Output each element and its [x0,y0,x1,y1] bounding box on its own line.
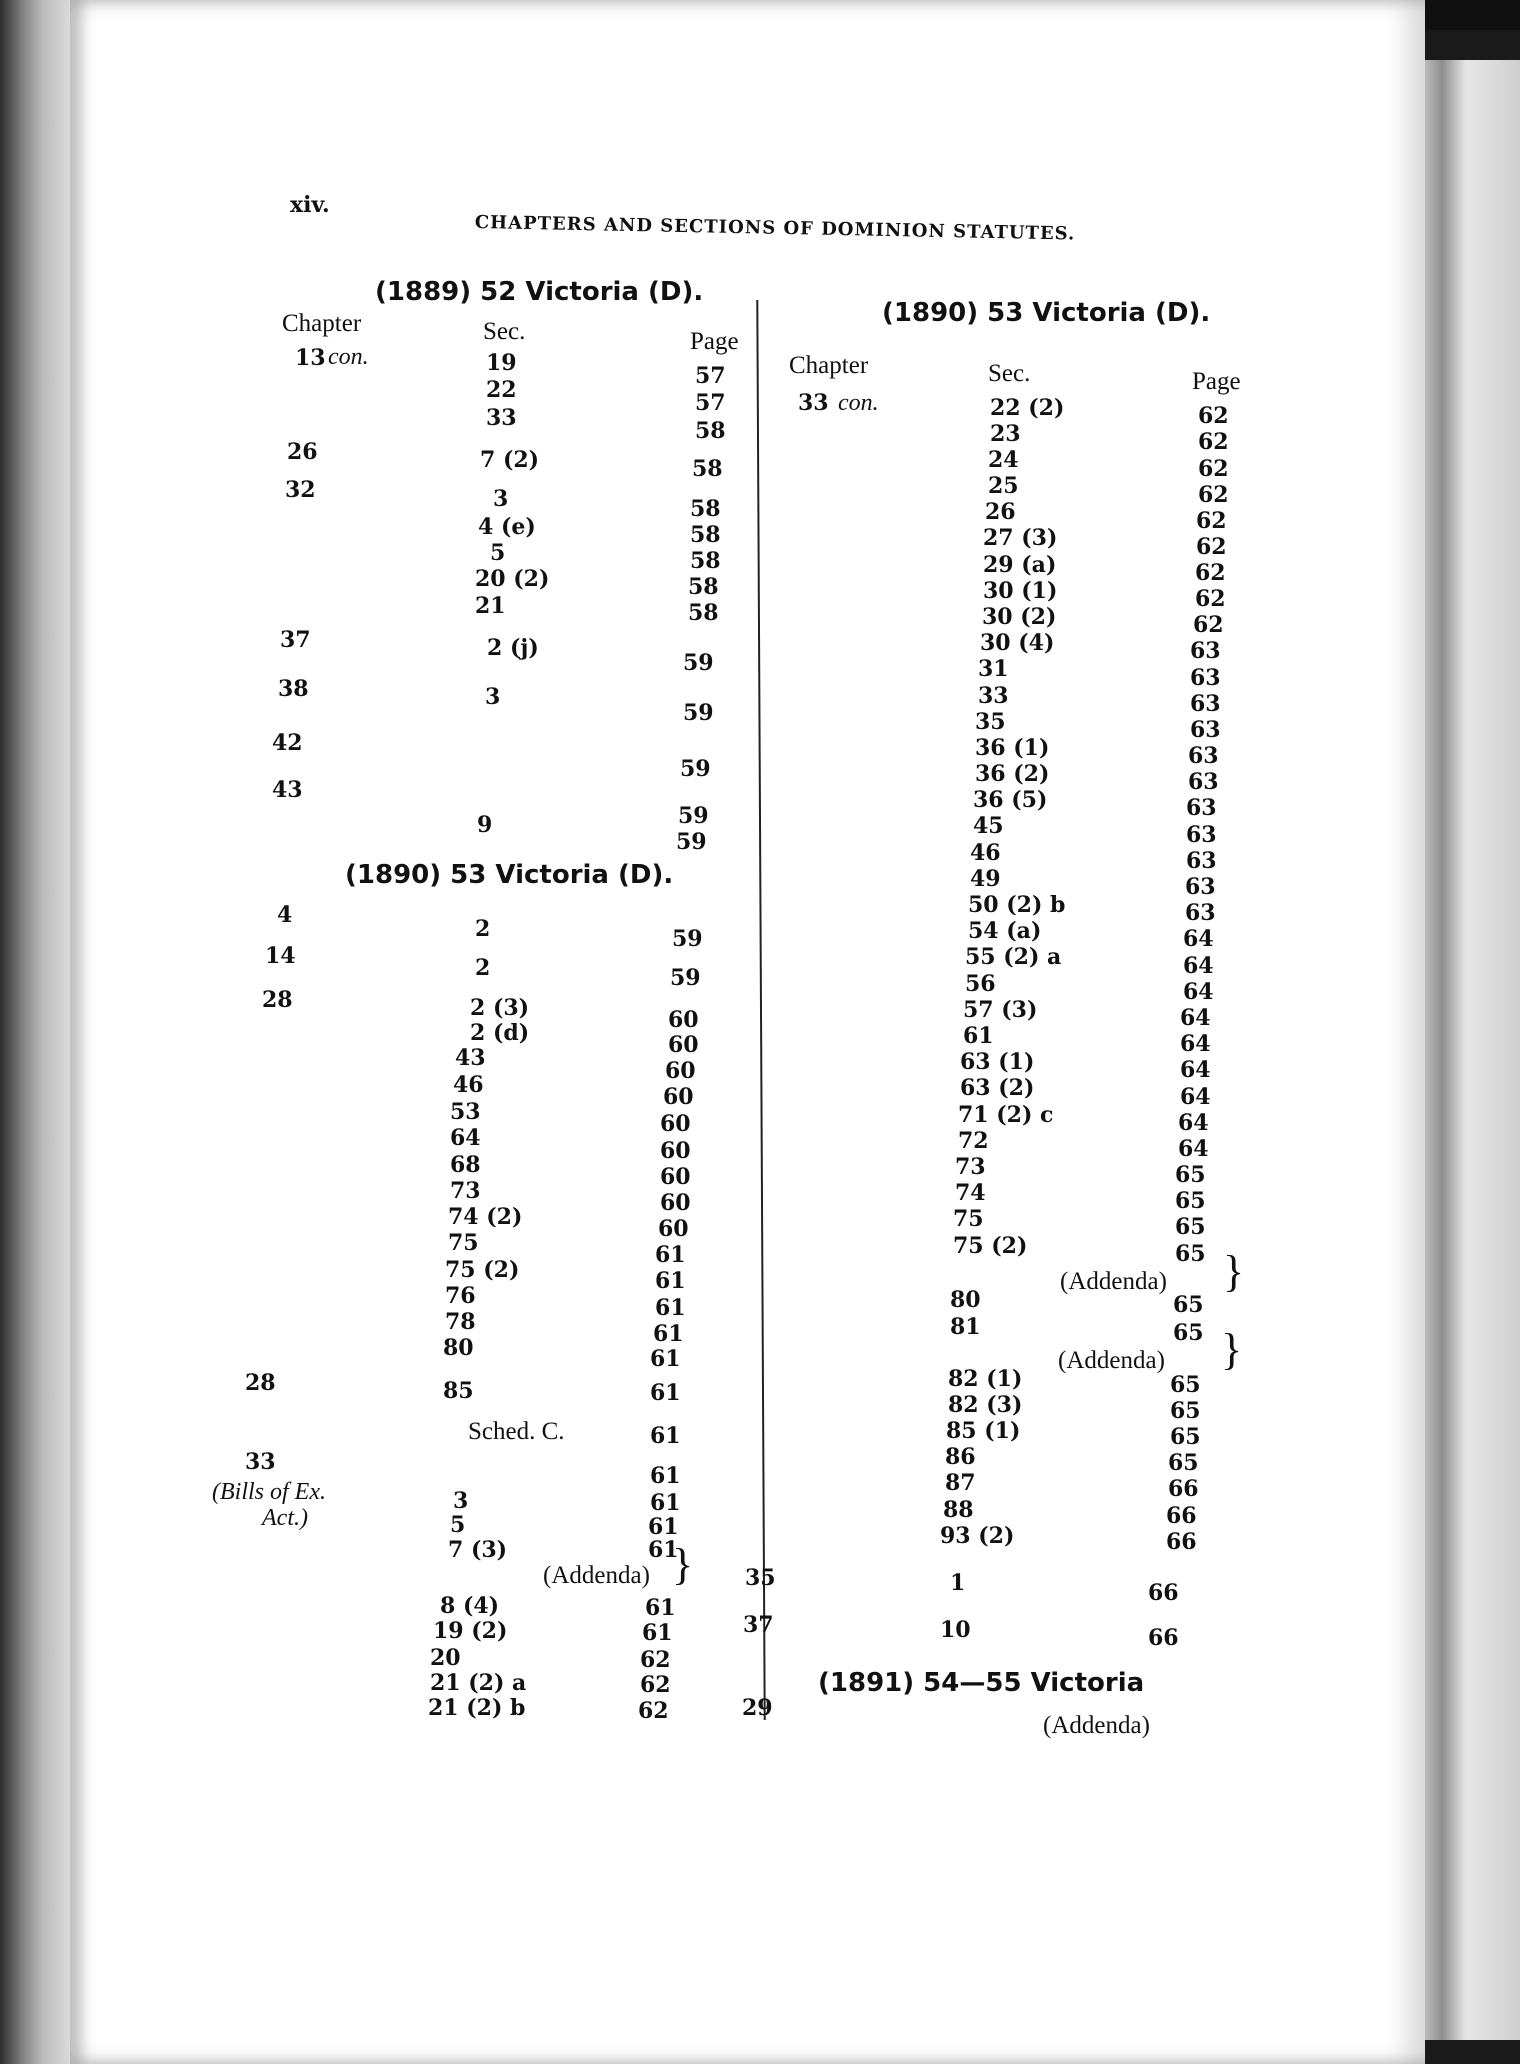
continued-label: con. [838,390,879,416]
page-number-cell: 63 [1185,874,1216,900]
page-number-cell: 59 [670,965,701,991]
addenda-note: (Addenda) [1058,1347,1165,1374]
section-number: 4 (e) [478,514,536,540]
section-number: 54 (a) [968,918,1042,944]
page-number-cell: 60 [660,1111,691,1137]
section-number: 85 (1) [946,1418,1021,1444]
section-number: 22 (2) [990,395,1065,421]
page-number-cell: 64 [1178,1110,1209,1136]
chapter-note: Act.) [262,1505,308,1531]
brace-glyph: } [1223,1247,1245,1296]
page-number-cell: 63 [1190,717,1221,743]
section-number: 22 [486,377,517,403]
page-number-cell: 59 [683,700,714,726]
addenda-note: (Addenda) [1043,1712,1150,1739]
section-number: 5 [450,1512,466,1538]
section-number: 93 (2) [940,1523,1015,1549]
section-number: 63 (1) [960,1049,1035,1075]
chapter-number: 35 [745,1565,776,1591]
column-header-section: Sec. [483,318,526,345]
chapter-number: 43 [272,777,303,803]
column-header-page: Page [1192,368,1241,395]
page-number-cell: 64 [1178,1136,1209,1162]
page-number-cell: 64 [1180,1057,1211,1083]
page-number-cell: 60 [668,1007,699,1033]
chapter-number: 38 [278,676,309,702]
section-number: 7 (3) [448,1537,508,1563]
section-number: 36 (5) [973,787,1048,813]
section-number: 21 [475,593,506,619]
page-number-cell: 66 [1168,1476,1199,1502]
page-number-cell: 65 [1173,1320,1204,1346]
page-number-cell: 64 [1183,926,1214,952]
page-number-cell: 60 [660,1164,691,1190]
section-number: 9 [477,812,493,838]
page-number-cell: 62 [1196,508,1227,534]
page-number-cell: 59 [680,756,711,782]
page-number-cell: 57 [695,390,726,416]
continued-label: con. [328,344,369,370]
book-page [70,0,1425,2064]
page-number-cell: 63 [1190,665,1221,691]
page-number-cell: 65 [1175,1241,1206,1267]
page-number-cell: 64 [1180,1005,1211,1031]
page-number-cell: 61 [655,1295,686,1321]
page-number-cell: 65 [1173,1292,1204,1318]
page-number-cell: 61 [645,1595,676,1621]
brace-glyph: } [672,1540,694,1589]
section-number: 74 [955,1180,986,1206]
section-number: 85 [443,1378,474,1404]
section-number: 31 [978,656,1009,682]
section-number: 33 [978,683,1009,709]
section-number: 45 [973,813,1004,839]
page-number-cell: 65 [1175,1214,1206,1240]
section-number: 2 (j) [487,635,539,661]
section-number: 10 [940,1617,971,1643]
section-number: 49 [970,866,1001,892]
section-number: 82 (1) [948,1366,1023,1392]
chapter-number: 13 [295,345,326,371]
page-number-cell: 62 [1198,456,1229,482]
section-number: 5 [490,540,506,566]
section-number: 19 (2) [433,1618,508,1644]
section-number: 56 [965,971,996,997]
section-number: 7 (2) [480,447,540,473]
section-number: 73 [450,1178,481,1204]
page-number-cell: 62 [1198,482,1229,508]
section-number: 86 [945,1444,976,1470]
section-number: 80 [443,1335,474,1361]
section-number: 46 [453,1072,484,1098]
section-number: 21 (2) a [430,1670,527,1696]
page-number-cell: 60 [660,1138,691,1164]
section-heading: (1889) 52 Victoria (D). [375,277,704,307]
section-number: 53 [450,1099,481,1125]
page-number-cell: 62 [1195,560,1226,586]
page-number-cell: 62 [640,1672,671,1698]
section-number: 30 (4) [980,630,1055,656]
page-number-cell: 66 [1166,1503,1197,1529]
chapter-number: 37 [743,1612,774,1638]
page-number-cell: 61 [650,1346,681,1372]
chapter-number: 28 [245,1370,276,1396]
page-number-cell: 59 [676,829,707,855]
section-heading: (1891) 54—55 Victoria [818,1668,1145,1698]
section-number: 63 (2) [960,1075,1035,1101]
section-number: 27 (3) [983,525,1058,551]
section-number: 75 [448,1230,479,1256]
page-number-cell: 60 [660,1190,691,1216]
page-number: xiv. [290,192,330,218]
section-number: 71 (2) c [958,1102,1054,1128]
page-number-cell: 61 [650,1463,681,1489]
page-number-cell: 60 [663,1084,694,1110]
page-number-cell: 58 [688,600,719,626]
page-number-cell: 58 [692,456,723,482]
page-number-cell: 61 [642,1620,673,1646]
addenda-note: (Addenda) [1060,1268,1167,1295]
section-number: 24 [988,447,1019,473]
page-number-cell: 64 [1180,1031,1211,1057]
page-number-cell: 63 [1186,822,1217,848]
section-number: 72 [958,1128,989,1154]
section-number: 57 (3) [963,997,1038,1023]
section-number: 73 [955,1154,986,1180]
section-number: 20 [430,1645,461,1671]
page-number-cell: 62 [1198,429,1229,455]
page-number-cell: 60 [668,1032,699,1058]
section-number: 76 [445,1283,476,1309]
section-number: 81 [950,1314,981,1340]
section-heading: (1890) 53 Victoria (D). [882,298,1211,328]
page-number-cell: 62 [1196,534,1227,560]
section-number: 35 [975,709,1006,735]
page-number-cell: 64 [1180,1084,1211,1110]
page-number-cell: 63 [1186,848,1217,874]
section-number: 3 [493,486,509,512]
page-number-cell: 58 [688,574,719,600]
page-number-cell: 64 [1183,953,1214,979]
section-number: 68 [450,1152,481,1178]
section-number: 19 [486,350,517,376]
page-number-cell: 63 [1186,795,1217,821]
chapter-number: 29 [742,1695,773,1721]
section-number: 80 [950,1287,981,1313]
section-number: 36 (2) [975,761,1050,787]
column-header-page: Page [690,328,739,355]
chapter-number: 4 [277,902,293,928]
page-number-cell: 59 [678,803,709,829]
column-header-chapter: Chapter [282,310,362,337]
section-number: 61 [963,1023,994,1049]
chapter-number: 26 [287,439,318,465]
page-number-cell: 66 [1166,1529,1197,1555]
page-number-cell: 65 [1170,1398,1201,1424]
page-number-cell: 58 [690,496,721,522]
section-number: 2 (3) [470,995,530,1021]
page-number-cell: 59 [672,926,703,952]
page-number-cell: 58 [690,522,721,548]
section-number: 46 [970,840,1001,866]
chapter-number: 33 [245,1449,276,1475]
section-number: 2 (d) [470,1020,530,1046]
section-number: 75 [953,1206,984,1232]
running-header: CHAPTERS AND SECTIONS OF DOMINION STATUTES. [474,212,1076,245]
chapter-number: 14 [265,943,296,969]
chapter-number: 37 [280,627,311,653]
page-number-cell: 58 [690,548,721,574]
page-number-cell: 62 [638,1698,669,1724]
page-number-cell: 61 [650,1380,681,1406]
page-number-cell: 63 [1190,691,1221,717]
section-number: 2 [475,916,491,942]
page-number-cell: 62 [1198,403,1229,429]
section-number: 30 (2) [982,604,1057,630]
section-number: 30 (1) [983,578,1058,604]
page-number-cell: 61 [648,1514,679,1540]
book-spine [0,0,70,2064]
page-number-cell: 61 [650,1423,681,1449]
column-header-chapter: Chapter [789,352,869,379]
column-header-section: Sec. [988,360,1031,387]
page-number-cell: 61 [648,1537,679,1563]
page-number-cell: 66 [1148,1625,1179,1651]
section-number: 25 [988,473,1019,499]
page-number-cell: 60 [658,1216,689,1242]
section-number: 3 [485,684,501,710]
section-number: Sched. C. [468,1418,565,1445]
section-number: 29 (a) [983,552,1057,578]
page-number-cell: 66 [1148,1580,1179,1606]
page-number-cell: 62 [1193,612,1224,638]
section-number: 43 [455,1045,486,1071]
section-heading: (1890) 53 Victoria (D). [345,860,674,890]
section-number: 23 [990,421,1021,447]
addenda-note: (Addenda) [543,1562,650,1589]
page-number-cell: 65 [1170,1372,1201,1398]
page-number-cell: 62 [1195,586,1226,612]
page-number-cell: 61 [650,1490,681,1516]
chapter-number: 33 [798,390,829,416]
section-number: 26 [985,499,1016,525]
chapter-note: (Bills of Ex. [212,1479,326,1505]
page-number-cell: 63 [1188,743,1219,769]
page-number-cell: 65 [1175,1188,1206,1214]
section-number: 75 (2) [953,1233,1028,1259]
page-number-cell: 63 [1188,769,1219,795]
page-number-cell: 63 [1185,900,1216,926]
section-number: 2 [475,955,491,981]
chapter-number: 42 [272,730,303,756]
section-number: 87 [945,1470,976,1496]
section-number: 3 [453,1488,469,1514]
page-number-cell: 65 [1168,1450,1199,1476]
page-number-cell: 65 [1175,1162,1206,1188]
section-number: 88 [943,1497,974,1523]
section-number: 8 (4) [440,1593,500,1619]
page-number-cell: 61 [653,1321,684,1347]
section-number: 21 (2) b [428,1695,526,1721]
section-number: 50 (2) b [968,892,1066,918]
page-number-cell: 64 [1183,979,1214,1005]
section-number: 36 (1) [975,735,1050,761]
chapter-number: 28 [262,987,293,1013]
page-number-cell: 61 [655,1242,686,1268]
page-number-cell: 62 [640,1647,671,1673]
chapter-number: 32 [285,477,316,503]
page-number-cell: 65 [1170,1424,1201,1450]
section-number: 55 (2) a [965,944,1062,970]
section-number: 74 (2) [448,1204,523,1230]
page-number-cell: 59 [683,650,714,676]
section-number: 20 (2) [475,566,550,592]
section-number: 64 [450,1125,481,1151]
section-number: 75 (2) [445,1257,520,1283]
section-number: 78 [445,1309,476,1335]
section-number: 82 (3) [948,1392,1023,1418]
page-number-cell: 61 [655,1268,686,1294]
section-number: 1 [950,1570,966,1596]
page-number-cell: 63 [1190,638,1221,664]
brace-glyph: } [1221,1325,1243,1374]
section-number: 33 [486,405,517,431]
page-number-cell: 58 [695,418,726,444]
page-number-cell: 57 [695,363,726,389]
page-number-cell: 60 [665,1058,696,1084]
